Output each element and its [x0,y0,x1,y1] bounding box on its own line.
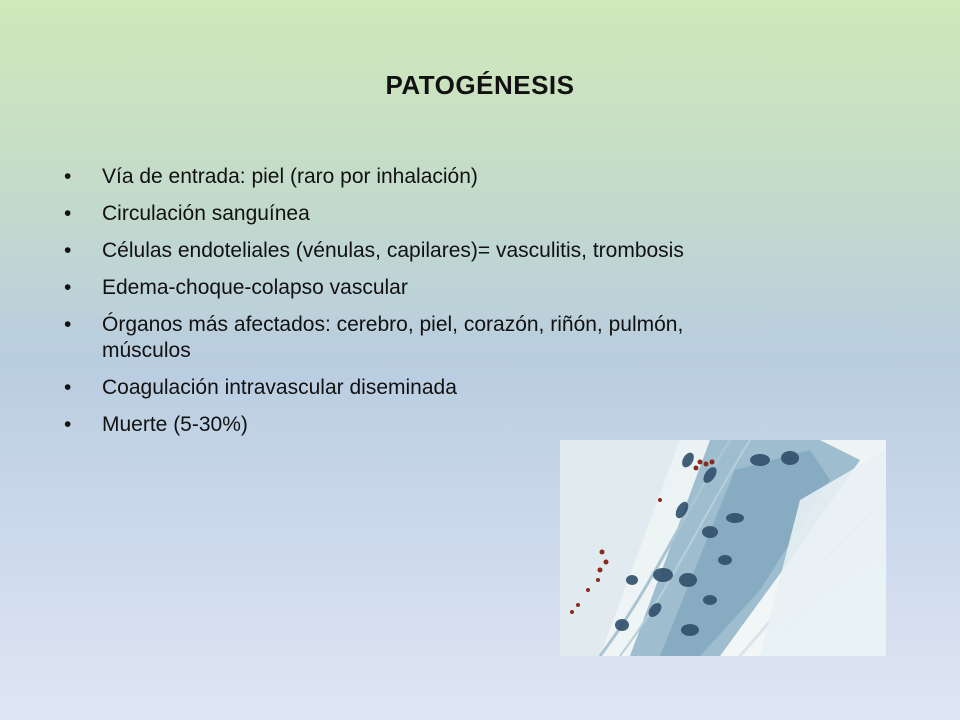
bullet-marker: • [64,165,72,188]
micrograph-svg [560,440,886,656]
bullet-text: Muerte (5-30%) [102,413,248,436]
bullet-text: Coagulación intravascular diseminada [102,376,457,399]
bullet-item [64,375,764,401]
bullet-item [64,238,764,264]
bullet-text: Edema-choque-colapso vascular [102,276,408,299]
bullet-marker: • [64,413,72,436]
micrograph-image [560,440,886,656]
bullet-item [64,164,764,190]
bullet-marker: • [64,202,72,225]
bullet-text: Órganos más afectados: cerebro, piel, corazón, riñón, pulmón, músculos [102,313,684,362]
bullet-item [64,201,764,227]
bullet-item [64,312,764,364]
bullet-text: Vía de entrada: piel (raro por inhalación) [102,165,478,188]
bullet-marker: • [64,239,72,262]
bullet-marker: • [64,276,72,299]
bullet-item [64,275,764,301]
bullet-marker: • [64,376,72,399]
bullet-item [64,412,764,438]
slide-title: PATOGÉNESIS [385,70,575,100]
bullet-text: Circulación sanguínea [102,202,310,225]
bullet-text: Células endoteliales (vénulas, capilares)= vasculitis, trombosis [102,239,684,262]
bullet-marker: • [64,313,72,336]
bullet-list [64,164,764,449]
